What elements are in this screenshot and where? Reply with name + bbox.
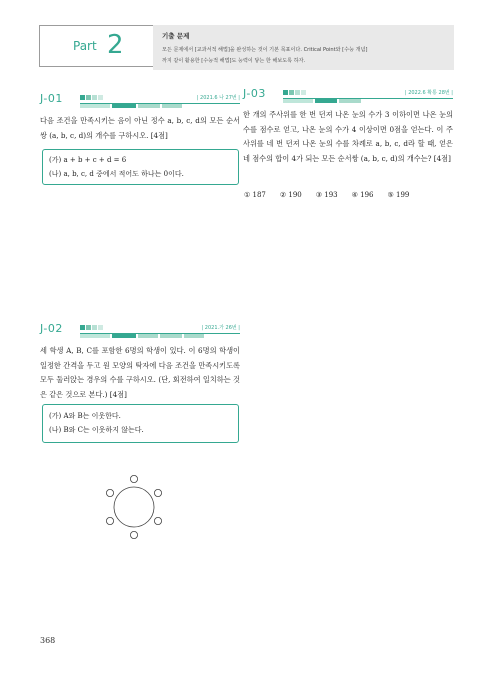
choice-5[interactable]: ⑤ 199 [387, 191, 410, 199]
seat [130, 531, 137, 538]
seat [130, 475, 137, 482]
tag-bar [80, 334, 204, 338]
header-desc-line-2: 까지 같이 활용한 [수능적 해법]도 능력이 닿는 한 해보도록 하자. [162, 58, 306, 64]
header-title: 기출 문제 [162, 32, 190, 40]
problem-source: | 2022.6 확통 28번 | [404, 90, 453, 96]
tag-bar [80, 104, 182, 108]
table-circle [114, 487, 154, 527]
problem-text: 세 학생 A, B, C를 포함한 6명의 학생이 있다. 이 6명의 학생이 일정한 간격을 두고 원 모양의 탁자에 다음 조건을 만족시키도록 모두 둘러앉는 경우의 수를 구하시오. (단, 회전하여 일치하는 것은 같은 것으로 본다.) [4점] [40, 346, 240, 399]
page-number: 368 [40, 636, 56, 645]
part-label: Part [73, 39, 97, 53]
problem-heading [40, 92, 240, 114]
problem-text: 다음 조건을 만족시키는 음이 아닌 정수 a, b, c, d의 모든 순서쌍 (a, b, c, d)의 개수를 구하시오. [4점] [40, 116, 240, 140]
problem-source: | 2021.6 나 27번 | [196, 95, 240, 101]
condition-a: (가) A와 B는 이웃한다. [49, 412, 121, 420]
seat [154, 517, 161, 524]
header-description [162, 45, 450, 67]
problem-heading [40, 322, 240, 344]
tag-bar [283, 99, 361, 103]
problem-heading [243, 87, 453, 109]
choice-2[interactable]: ② 190 [279, 191, 302, 199]
problem-id: J-01 [40, 92, 63, 105]
difficulty-boxes [283, 90, 306, 95]
condition-b: (나) a, b, c, d 중에서 적어도 하나는 0이다. [49, 170, 184, 178]
condition-b: (나) B와 C는 이웃하지 않는다. [49, 426, 144, 434]
seat [154, 489, 161, 496]
problem-id: J-03 [243, 87, 266, 100]
conditions-box [42, 404, 239, 443]
part-header [153, 25, 454, 70]
seat [106, 489, 113, 496]
conditions-box [42, 149, 239, 185]
round-table-figure [96, 472, 172, 542]
choice-3[interactable]: ③ 193 [315, 191, 338, 199]
header-desc-line-1: 모든 문제에서 [교과서적 해법]을 완성하는 것이 기본 목표이다. Critical Point와 [수능 개념] [162, 47, 368, 53]
seat [106, 517, 113, 524]
problem-id: J-02 [40, 322, 63, 335]
problem-source: | 2021.가 26번 | [201, 325, 240, 331]
condition-a: (가) a + b + c + d = 6 [49, 156, 127, 164]
problem-text: 한 개의 주사위를 한 번 던져 나온 눈의 수가 3 이하이면 나온 눈의 수를 점수로 얻고, 나온 눈의 수가 4 이상이면 0점을 얻는다. 이 주사위를 네 번 던져 나온 눈의 수를 차례로 a, b, c, d라 할 때, 얻은 네 점수의 합이 4가 되는 모든 순서쌍 (a, b, c, d)의 개수는? [4점] [243, 110, 453, 163]
difficulty-boxes [80, 325, 103, 330]
choice-1[interactable]: ① 187 [244, 191, 266, 199]
choice-4[interactable]: ④ 196 [351, 191, 374, 199]
part-number: 2 [107, 30, 124, 60]
difficulty-boxes [80, 95, 103, 100]
answer-choices [244, 191, 409, 199]
part-box [39, 25, 155, 67]
